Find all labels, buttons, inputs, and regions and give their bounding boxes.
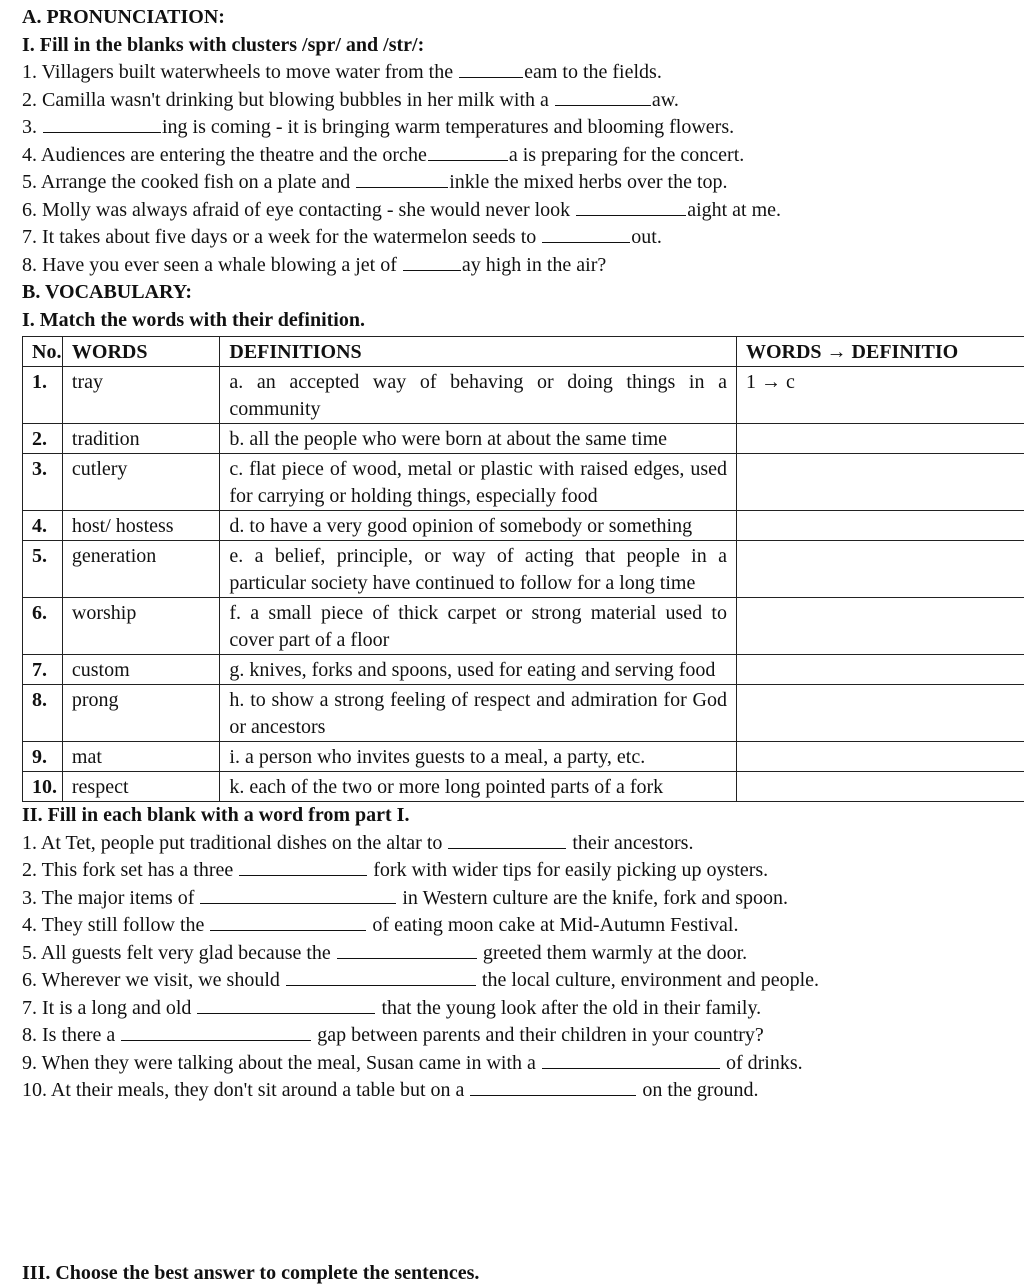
word-cell: generation — [62, 541, 220, 598]
row-number: 3. — [23, 454, 63, 511]
header-answers: WORDS → DEFINITIO — [736, 337, 1024, 367]
header-definitions: DEFINITIONS — [220, 337, 737, 367]
table-row — [23, 598, 1024, 655]
definition-cell: a. an accepted way of behaving or doing things in a community — [220, 367, 737, 424]
section-b-title: B. VOCABULARY: — [22, 279, 1024, 307]
list-item: 10. At their meals, they don't sit around a table but on a on the ground. — [22, 1077, 1024, 1105]
definition-cell: g. knives, forks and spoons, used for eating and serving food — [220, 655, 737, 685]
table-row — [23, 454, 1024, 511]
table-row — [23, 685, 1024, 742]
table-row — [23, 367, 1024, 424]
word-cell: respect — [62, 772, 220, 802]
section-iii-title: III. Choose the best answer to complete the sentences. — [22, 1262, 479, 1285]
definition-cell: b. all the people who were born at about the same time — [220, 424, 737, 454]
answer-blank[interactable] — [542, 1050, 720, 1069]
definition-cell: f. a small piece of thick carpet or strong material used to cover part of a floor — [220, 598, 737, 655]
table-row — [23, 424, 1024, 454]
list-item: 3. The major items of in Western culture are the knife, fork and spoon. — [22, 885, 1024, 913]
row-number: 4. — [23, 511, 63, 541]
list-item: 2. Camilla wasn't drinking but blowing bubbles in her milk with a aw. — [22, 87, 1024, 115]
table-row — [23, 511, 1024, 541]
list-item: 5. Arrange the cooked fish on a plate and inkle the mixed herbs over the top. — [22, 169, 1024, 197]
answer-cell[interactable] — [736, 655, 1024, 685]
list-item: 4. They still follow the of eating moon cake at Mid-Autumn Festival. — [22, 912, 1024, 940]
definition-cell: e. a belief, principle, or way of acting that people in a particular society have continued to follow for a long time — [220, 541, 737, 598]
list-item: 4. Audiences are entering the theatre and the orche a is preparing for the concert. — [22, 142, 1024, 170]
word-cell: host/ hostess — [62, 511, 220, 541]
table-row — [23, 742, 1024, 772]
answer-blank[interactable] — [210, 912, 366, 931]
table-row — [23, 655, 1024, 685]
answer-blank[interactable] — [555, 87, 651, 106]
word-cell: tray — [62, 367, 220, 424]
answer-blank[interactable] — [576, 197, 686, 216]
list-item: 7. It is a long and old that the young look after the old in their family. — [22, 995, 1024, 1023]
answer-blank[interactable] — [542, 224, 630, 243]
word-cell: cutlery — [62, 454, 220, 511]
list-item: 7. It takes about five days or a week for the watermelon seeds to out. — [22, 224, 1024, 252]
list-item: 2. This fork set has a three fork with wider tips for easily picking up oysters. — [22, 857, 1024, 885]
row-number: 9. — [23, 742, 63, 772]
list-item: 1. At Tet, people put traditional dishes on the altar to their ancestors. — [22, 830, 1024, 858]
word-cell: prong — [62, 685, 220, 742]
answer-blank[interactable] — [356, 169, 448, 188]
definition-cell: d. to have a very good opinion of somebody or something — [220, 511, 737, 541]
answer-cell[interactable] — [736, 454, 1024, 511]
answer-blank[interactable] — [470, 1077, 636, 1096]
definition-cell: k. each of the two or more long pointed parts of a fork — [220, 772, 737, 802]
list-item: 6. Molly was always afraid of eye contacting - she would never look aight at me. — [22, 197, 1024, 225]
fill-in-list — [22, 830, 1024, 1105]
answer-blank[interactable] — [200, 885, 396, 904]
answer-cell[interactable] — [736, 511, 1024, 541]
matching-instruction: I. Match the words with their definition. — [22, 307, 1024, 335]
answer-blank[interactable] — [197, 995, 375, 1014]
worksheet — [22, 0, 1024, 1105]
answer-blank[interactable] — [337, 940, 477, 959]
fill-in-instruction: II. Fill in each blank with a word from part I. — [22, 802, 1024, 830]
list-item: 9. When they were talking about the meal, Susan came in with a of drinks. — [22, 1050, 1024, 1078]
pronunciation-list — [22, 59, 1024, 279]
row-number: 6. — [23, 598, 63, 655]
matching-table — [22, 336, 1024, 802]
answer-blank[interactable] — [43, 114, 161, 133]
answer-blank[interactable] — [428, 142, 508, 161]
row-number: 10. — [23, 772, 63, 802]
definition-cell: c. flat piece of wood, metal or plastic with raised edges, used for carrying or holding things, especially food — [220, 454, 737, 511]
row-number: 2. — [23, 424, 63, 454]
word-cell: tradition — [62, 424, 220, 454]
answer-blank[interactable] — [286, 967, 476, 986]
row-number: 5. — [23, 541, 63, 598]
row-number: 1. — [23, 367, 63, 424]
answer-cell[interactable] — [736, 541, 1024, 598]
answer-cell[interactable] — [736, 742, 1024, 772]
word-cell: custom — [62, 655, 220, 685]
list-item: 1. Villagers built waterwheels to move water from the eam to the fields. — [22, 59, 1024, 87]
answer-cell[interactable] — [736, 685, 1024, 742]
answer-blank[interactable] — [459, 59, 523, 78]
answer-cell[interactable] — [736, 772, 1024, 802]
definition-cell: i. a person who invites guests to a meal, a party, etc. — [220, 742, 737, 772]
list-item: 8. Is there a gap between parents and their children in your country? — [22, 1022, 1024, 1050]
answer-cell[interactable]: 1 → c — [736, 367, 1024, 424]
answer-blank[interactable] — [239, 857, 367, 876]
answer-blank[interactable] — [121, 1022, 311, 1041]
header-no: No. — [23, 337, 63, 367]
list-item: 3. ing is coming - it is bringing warm temperatures and blooming flowers. — [22, 114, 1024, 142]
list-item: 6. Wherever we visit, we should the local culture, environment and people. — [22, 967, 1024, 995]
header-words: WORDS — [62, 337, 220, 367]
answer-blank[interactable] — [403, 252, 461, 271]
word-cell: mat — [62, 742, 220, 772]
answer-cell[interactable] — [736, 598, 1024, 655]
list-item: 8. Have you ever seen a whale blowing a jet of ay high in the air? — [22, 252, 1024, 280]
row-number: 7. — [23, 655, 63, 685]
section-a-title: A. PRONUNCIATION: — [22, 4, 1024, 32]
row-number: 8. — [23, 685, 63, 742]
table-row — [23, 541, 1024, 598]
pronunciation-instruction: I. Fill in the blanks with clusters /spr/ and /str/: — [22, 32, 1024, 60]
word-cell: worship — [62, 598, 220, 655]
table-header-row — [23, 337, 1024, 367]
answer-blank[interactable] — [448, 830, 566, 849]
definition-cell: h. to show a strong feeling of respect and admiration for God or ancestors — [220, 685, 737, 742]
list-item: 5. All guests felt very glad because the greeted them warmly at the door. — [22, 940, 1024, 968]
answer-cell[interactable] — [736, 424, 1024, 454]
table-row — [23, 772, 1024, 802]
